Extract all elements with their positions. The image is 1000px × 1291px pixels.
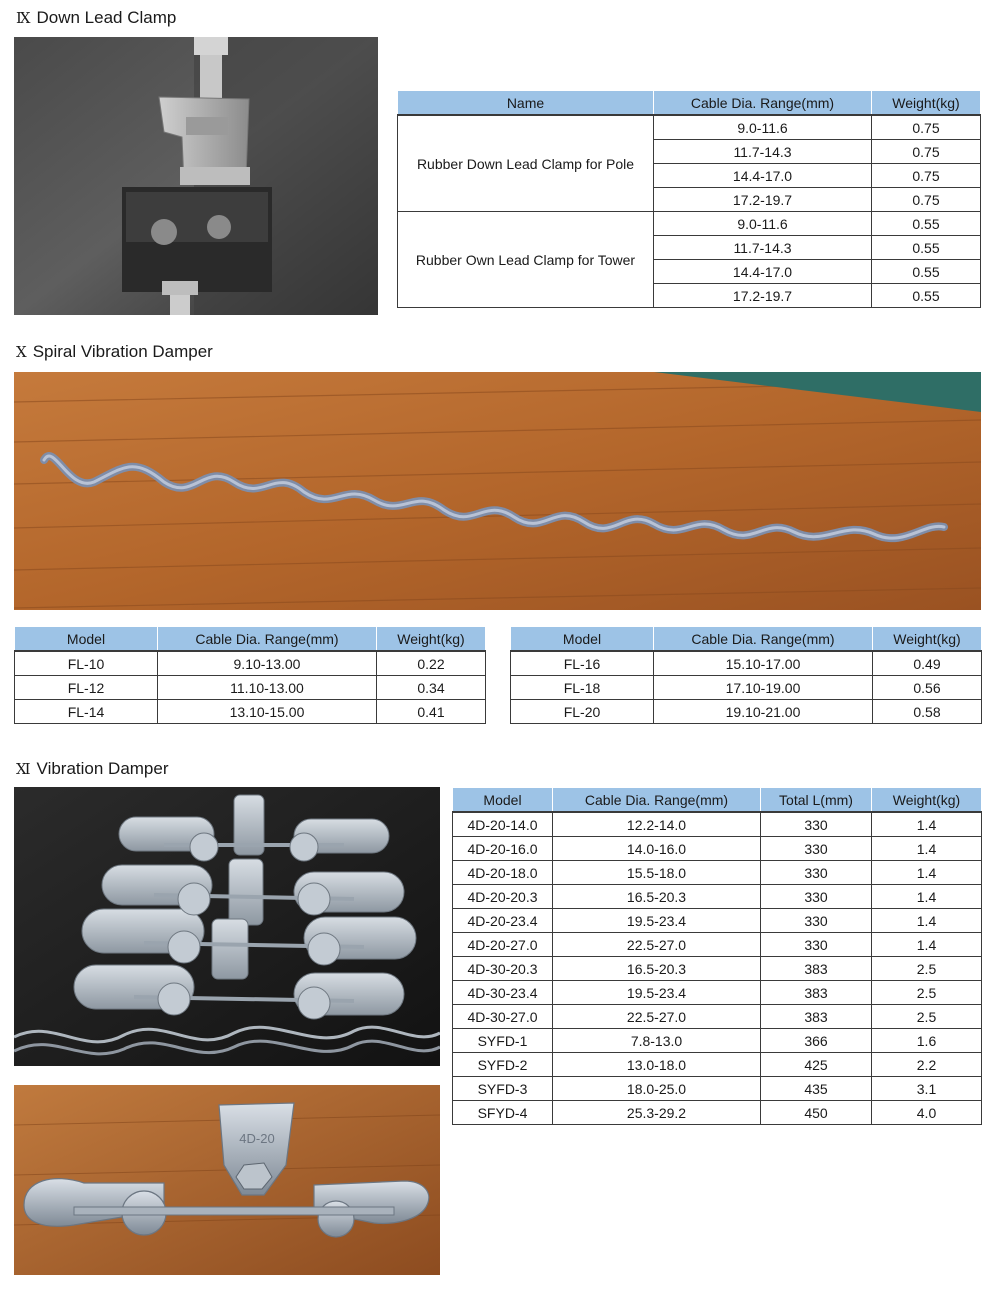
- weight-cell: 0.22: [377, 651, 486, 676]
- model-cell: 4D-30-23.4: [453, 981, 553, 1005]
- total-length-cell: 330: [761, 812, 872, 837]
- model-cell: SYFD-2: [453, 1053, 553, 1077]
- table-header-row: [15, 627, 486, 652]
- total-length-cell: 383: [761, 1005, 872, 1029]
- weight-cell: 1.4: [872, 837, 982, 861]
- model-cell: FL-10: [15, 651, 158, 676]
- table-row: [453, 1005, 982, 1029]
- table-row: [453, 957, 982, 981]
- weight-cell: 0.49: [873, 651, 982, 676]
- cable-dia-cell: 7.8-13.0: [553, 1029, 761, 1053]
- table-header-row: [398, 91, 981, 116]
- weight-cell: 0.41: [377, 700, 486, 724]
- section-xi-numeral: Ⅺ: [16, 760, 31, 778]
- section-xi-title: Vibration Damper: [36, 759, 169, 778]
- vibration-damper-table: [452, 787, 982, 1125]
- weight-cell: 0.55: [872, 212, 981, 236]
- weight-cell: 0.55: [872, 284, 981, 308]
- weight-cell: 1.4: [872, 933, 982, 957]
- cable-dia-cell: 16.5-20.3: [553, 957, 761, 981]
- weight-cell: 0.75: [872, 115, 981, 140]
- total-length-cell: 450: [761, 1101, 872, 1125]
- cable-dia-cell: 12.2-14.0: [553, 812, 761, 837]
- model-cell: 4D-20-20.3: [453, 885, 553, 909]
- header-model: Model: [453, 788, 553, 813]
- cable-dia-cell: 9.10-13.00: [158, 651, 377, 676]
- model-cell: 4D-20-27.0: [453, 933, 553, 957]
- header-model: Model: [15, 627, 158, 652]
- header-total-length: Total L(mm): [761, 788, 872, 813]
- group-name-cell: Rubber Own Lead Clamp for Tower: [398, 212, 654, 308]
- weight-cell: 4.0: [872, 1101, 982, 1125]
- cable-dia-cell: 13.0-18.0: [553, 1053, 761, 1077]
- total-length-cell: 330: [761, 933, 872, 957]
- table-row: [398, 212, 981, 236]
- vibration-damper-rows: [453, 812, 982, 1125]
- table-row: [453, 909, 982, 933]
- header-model: Model: [511, 627, 654, 652]
- model-cell: FL-12: [15, 676, 158, 700]
- spiral-damper-table-left: [14, 626, 486, 724]
- cable-dia-cell: 22.5-27.0: [553, 1005, 761, 1029]
- group-name-cell: Rubber Down Lead Clamp for Pole: [398, 115, 654, 212]
- cable-dia-cell: 22.5-27.0: [553, 933, 761, 957]
- total-length-cell: 330: [761, 885, 872, 909]
- weight-cell: 1.4: [872, 812, 982, 837]
- header-cable-dia-range: Cable Dia. Range(mm): [158, 627, 377, 652]
- total-length-cell: 330: [761, 861, 872, 885]
- table-row: [453, 885, 982, 909]
- cable-dia-cell: 17.10-19.00: [654, 676, 873, 700]
- cable-dia-cell: 9.0-11.6: [654, 212, 872, 236]
- weight-cell: 2.2: [872, 1053, 982, 1077]
- cable-dia-cell: 16.5-20.3: [553, 885, 761, 909]
- cable-dia-cell: 15.10-17.00: [654, 651, 873, 676]
- weight-cell: 2.5: [872, 957, 982, 981]
- total-length-cell: 383: [761, 957, 872, 981]
- model-cell: FL-20: [511, 700, 654, 724]
- table-row: [453, 981, 982, 1005]
- table-row: [453, 861, 982, 885]
- section-x-numeral: Ⅹ: [16, 343, 27, 361]
- spiral-damper-photo: [14, 372, 981, 610]
- cable-dia-cell: 14.4-17.0: [654, 260, 872, 284]
- total-length-cell: 435: [761, 1077, 872, 1101]
- header-weight: Weight(kg): [872, 788, 982, 813]
- cable-dia-cell: 13.10-15.00: [158, 700, 377, 724]
- total-length-cell: 366: [761, 1029, 872, 1053]
- table-header-row: [453, 788, 982, 813]
- weight-cell: 2.5: [872, 1005, 982, 1029]
- section-ix-heading: [16, 8, 176, 28]
- section-x-title: Spiral Vibration Damper: [32, 342, 213, 361]
- table-row: [453, 812, 982, 837]
- model-cell: FL-18: [511, 676, 654, 700]
- table-row: [15, 700, 486, 724]
- down-lead-clamp-photo: [14, 37, 378, 315]
- weight-cell: 0.58: [873, 700, 982, 724]
- header-cable-dia-range: Cable Dia. Range(mm): [654, 91, 872, 116]
- table-row: [453, 1077, 982, 1101]
- cable-dia-cell: 11.7-14.3: [654, 236, 872, 260]
- weight-cell: 0.34: [377, 676, 486, 700]
- weight-cell: 0.55: [872, 236, 981, 260]
- cable-dia-cell: 17.2-19.7: [654, 188, 872, 212]
- table-header-row: [511, 627, 982, 652]
- model-cell: 4D-30-27.0: [453, 1005, 553, 1029]
- cable-dia-cell: 9.0-11.6: [654, 115, 872, 140]
- weight-cell: 3.1: [872, 1077, 982, 1101]
- weight-cell: 0.75: [872, 140, 981, 164]
- weight-cell: 1.4: [872, 909, 982, 933]
- cable-dia-cell: 19.10-21.00: [654, 700, 873, 724]
- total-length-cell: 383: [761, 981, 872, 1005]
- down-lead-clamp-table: [397, 90, 981, 308]
- table-row: [453, 1053, 982, 1077]
- cable-dia-cell: 14.0-16.0: [553, 837, 761, 861]
- table-row: [453, 837, 982, 861]
- damper-marking-text: 4D-20: [239, 1131, 275, 1146]
- header-cable-dia-range: Cable Dia. Range(mm): [553, 788, 761, 813]
- cable-dia-cell: 15.5-18.0: [553, 861, 761, 885]
- weight-cell: 1.4: [872, 885, 982, 909]
- model-cell: 4D-20-23.4: [453, 909, 553, 933]
- table-row: [511, 676, 982, 700]
- model-cell: FL-14: [15, 700, 158, 724]
- model-cell: SYFD-1: [453, 1029, 553, 1053]
- model-cell: SYFD-3: [453, 1077, 553, 1101]
- weight-cell: 0.55: [872, 260, 981, 284]
- table-row: [453, 933, 982, 957]
- table-row: [398, 115, 981, 140]
- weight-cell: 1.4: [872, 861, 982, 885]
- cable-dia-cell: 18.0-25.0: [553, 1077, 761, 1101]
- table-row: [453, 1029, 982, 1053]
- vibration-damper-single-photo: [14, 1085, 440, 1275]
- header-weight: Weight(kg): [377, 627, 486, 652]
- model-cell: 4D-30-20.3: [453, 957, 553, 981]
- model-cell: 4D-20-18.0: [453, 861, 553, 885]
- header-name: Name: [398, 91, 654, 116]
- section-ix-title: Down Lead Clamp: [36, 8, 177, 27]
- spiral-damper-table-right: [510, 626, 982, 724]
- cable-dia-cell: 11.10-13.00: [158, 676, 377, 700]
- cable-dia-cell: 11.7-14.3: [654, 140, 872, 164]
- cable-dia-cell: 19.5-23.4: [553, 981, 761, 1005]
- weight-cell: 2.5: [872, 981, 982, 1005]
- model-cell: SFYD-4: [453, 1101, 553, 1125]
- total-length-cell: 330: [761, 837, 872, 861]
- section-xi-heading: [16, 759, 169, 779]
- model-cell: FL-16: [511, 651, 654, 676]
- weight-cell: 0.56: [873, 676, 982, 700]
- section-ix-numeral: Ⅸ: [16, 9, 31, 27]
- cable-dia-cell: 19.5-23.4: [553, 909, 761, 933]
- table-row: [511, 651, 982, 676]
- vibration-dampers-group-photo: [14, 787, 440, 1066]
- cable-dia-cell: 25.3-29.2: [553, 1101, 761, 1125]
- weight-cell: 0.75: [872, 164, 981, 188]
- table-row: [453, 1101, 982, 1125]
- cable-dia-cell: 17.2-19.7: [654, 284, 872, 308]
- model-cell: 4D-20-16.0: [453, 837, 553, 861]
- section-x-heading: [16, 342, 213, 362]
- weight-cell: 1.6: [872, 1029, 982, 1053]
- weight-cell: 0.75: [872, 188, 981, 212]
- total-length-cell: 425: [761, 1053, 872, 1077]
- total-length-cell: 330: [761, 909, 872, 933]
- table-row: [511, 700, 982, 724]
- header-cable-dia-range: Cable Dia. Range(mm): [654, 627, 873, 652]
- model-cell: 4D-20-14.0: [453, 812, 553, 837]
- cable-dia-cell: 14.4-17.0: [654, 164, 872, 188]
- table-row: [15, 651, 486, 676]
- table-row: [15, 676, 486, 700]
- header-weight: Weight(kg): [872, 91, 981, 116]
- header-weight: Weight(kg): [873, 627, 982, 652]
